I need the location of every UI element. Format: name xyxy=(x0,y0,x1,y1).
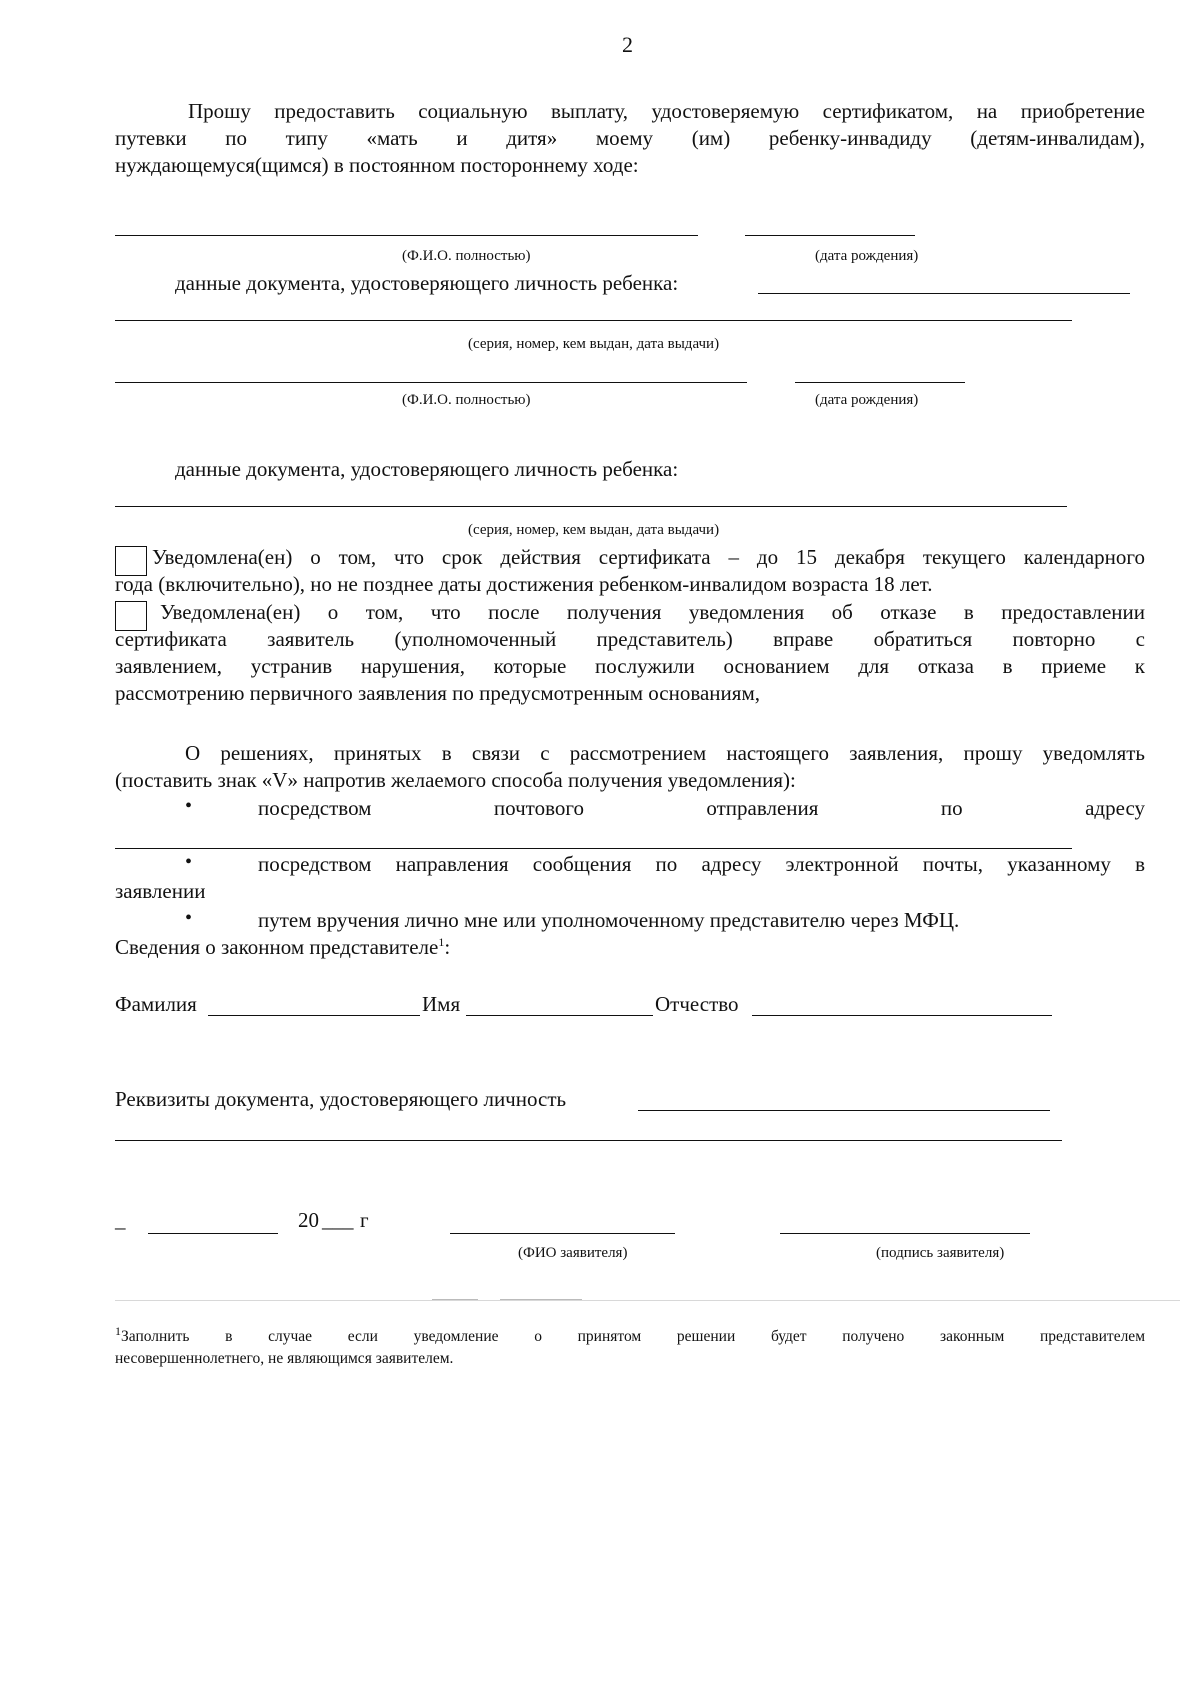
intro-line-2: путевки по типу «мать и дитя» моему (им) ребенку-инвадиду (детям-инвалидам), xyxy=(115,126,1145,150)
bullet-mfc: • xyxy=(185,907,193,929)
footnote-separator xyxy=(115,1300,1180,1301)
applicant-fio-caption: (ФИО заявителя) xyxy=(518,1245,628,1261)
signature-day-dash: _ xyxy=(115,1208,126,1232)
footnote-ref: 1 xyxy=(438,935,445,949)
notice1-line-1: Уведомлена(ен) о том, что срок действия сертификата – до 15 декабря текущего календарного xyxy=(152,545,1145,569)
option-mfc: путем вручения лично мне или уполномоченному представителю через МФЦ. xyxy=(258,908,960,932)
notice2-line-1: Уведомлена(ен) о том, что после получения уведомления об отказе в предоставлении xyxy=(160,600,1145,624)
post-address-field[interactable] xyxy=(115,848,1072,849)
separator-mark-1 xyxy=(432,1299,478,1300)
child2-doc-field[interactable] xyxy=(115,506,1067,507)
notice2-line-2: сертификата заявитель (уполномоченный представитель) вправе обратиться повторно с xyxy=(115,627,1145,651)
signature-date-field[interactable] xyxy=(148,1233,278,1234)
option-email-line-2: заявлении xyxy=(115,879,206,903)
notice1-line-2: года (включительно), но не позднее даты достижения ребенком-инвалидом возраста 18 лет. xyxy=(115,572,933,596)
child1-doc-caption: (серия, номер, кем выдан, дата выдачи) xyxy=(468,336,720,352)
year-prefix: 20 xyxy=(298,1208,319,1232)
separator-mark-2 xyxy=(500,1299,582,1300)
child1-birth-field[interactable] xyxy=(745,235,915,236)
child1-fio-caption: (Ф.И.О. полностью) xyxy=(402,248,531,264)
representative-doc-field[interactable] xyxy=(115,1140,1062,1141)
child1-fio-field[interactable] xyxy=(115,235,698,236)
option-email-line-1: посредством направления сообщения по адресу электронной почты, указанному в xyxy=(258,852,1145,876)
footnote-text-1: Заполнить в случае если уведомление о принятом решении будет получено законным представителем xyxy=(121,1328,1145,1345)
child2-birth-field[interactable] xyxy=(795,382,965,383)
representative-doc-label: Реквизиты документа, удостоверяющего личность xyxy=(115,1087,567,1111)
option-post: посредством почтового отправления по адресу xyxy=(258,796,1145,820)
child2-fio-caption: (Ф.И.О. полностью) xyxy=(402,392,531,408)
child1-doc-field-inline[interactable] xyxy=(758,293,1130,294)
surname-field[interactable] xyxy=(208,1015,420,1016)
child2-birth-caption: (дата рождения) xyxy=(815,392,919,408)
applicant-signature-field[interactable] xyxy=(780,1233,1030,1234)
bullet-post: • xyxy=(185,795,193,817)
intro-line-1: Прошу предоставить социальную выплату, удостоверяемую сертификатом, на приобретение xyxy=(188,99,1145,123)
year-blank[interactable]: ___ xyxy=(322,1208,354,1232)
patronymic-field[interactable] xyxy=(752,1015,1052,1016)
name-field[interactable] xyxy=(466,1015,653,1016)
page-number: 2 xyxy=(622,32,633,57)
year-suffix: г xyxy=(360,1208,369,1232)
child2-doc-label: данные документа, удостоверяющего личность ребенка: xyxy=(175,457,679,481)
name-label: Имя xyxy=(422,992,461,1016)
child2-fio-field[interactable] xyxy=(115,382,747,383)
child1-doc-label: данные документа, удостоверяющего личность ребенка: xyxy=(175,271,679,295)
surname-label: Фамилия xyxy=(115,992,197,1016)
decision-line-1: О решениях, принятых в связи с рассмотрением настоящего заявления, прошу уведомлять xyxy=(185,741,1145,765)
footnote-line-2: несовершеннолетнего, не являющимся заявителем. xyxy=(115,1350,454,1367)
notice2-line-4: рассмотрению первичного заявления по предусмотренным основаниям, xyxy=(115,681,760,705)
patronymic-label: Отчество xyxy=(655,992,739,1016)
child1-doc-field[interactable] xyxy=(115,320,1072,321)
representative-heading: Сведения о законном представителе$^1$: xyxy=(115,935,451,959)
representative-doc-field-inline[interactable] xyxy=(638,1110,1050,1111)
footnote-line-1 xyxy=(115,1323,1145,1346)
applicant-fio-field[interactable] xyxy=(450,1233,675,1234)
applicant-signature-caption: (подпись заявителя) xyxy=(876,1245,1005,1261)
child1-birth-caption: (дата рождения) xyxy=(815,248,919,264)
representative-heading-text: Сведения о законном представителе xyxy=(115,935,439,959)
intro-line-3: нуждающемуся(щимся) в постоянном постороннему ходе: xyxy=(115,153,639,177)
decision-line-2: (поставить знак «V» напротив желаемого способа получения уведомления): xyxy=(115,768,796,792)
bullet-email: • xyxy=(185,851,193,873)
footnote-marker: 1 xyxy=(115,1323,121,1338)
notice2-line-3: заявлением, устранив нарушения, которые послужили основанием для отказа в приеме к xyxy=(115,654,1145,678)
child2-doc-caption: (серия, номер, кем выдан, дата выдачи) xyxy=(468,522,720,538)
